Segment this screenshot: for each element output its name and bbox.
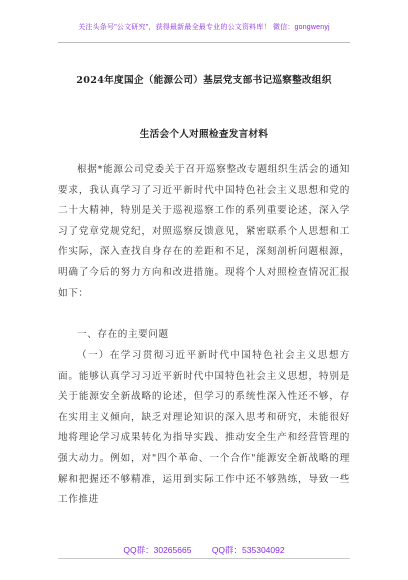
document-title-line-2: 生活会个人对照检查发言材料 <box>139 129 269 140</box>
footer-qq-group-1: QQ群：30265665 <box>123 545 192 555</box>
footer-qq-group-2: QQ群：535304092 <box>211 545 285 555</box>
document-title-line-1: 2024年度国企（能源公司）基层党支部书记巡察整改组织 <box>76 75 332 86</box>
section-heading: 一、存在的主要问题 <box>77 329 169 340</box>
header-banner: 关注头条号"公文研究"，获得最新最全最专业的公文资料库！ 微信：gongwenyj <box>78 24 330 31</box>
intro-paragraph: 根据*能源公司党委关于召开巡察整改专题组织生活会的通知要求，我认真学习了习近平新时代中国特色社会主义思想和党的二十大精神，特别是关于巡视巡察工作的系列重要论述，深入学习了党章党规党纪，对照巡察反馈意见，紧密联系个人思想和工作实际，深入查找自身存在的差距和不足，深刻剖析问题根源，明确了今后的努力方向和改进措施。现将个人对照检查情况汇报如下： <box>58 164 350 299</box>
header-divider <box>58 42 350 43</box>
footer-divider <box>58 558 350 559</box>
footer <box>0 544 408 556</box>
section-paragraph: （一）在学习贯彻习近平新时代中国特色社会主义思想方面。能够认真学习习近平新时代中国特色社会主义思想，特别是关于能源安全新战略的论述，但学习的系统性深入性还不够，存在实用主义倾向，缺乏对理论知识的深入思考和研究，未能很好地将理论学习成果转化为指导实践、推动安全生产和经营管理的强大动力。例如，对"四个革命、一个合作"能源安全新战略的理解和把握还不够精准，运用到实际工作中还不够熟练，导致一些工作推进 <box>58 350 350 506</box>
